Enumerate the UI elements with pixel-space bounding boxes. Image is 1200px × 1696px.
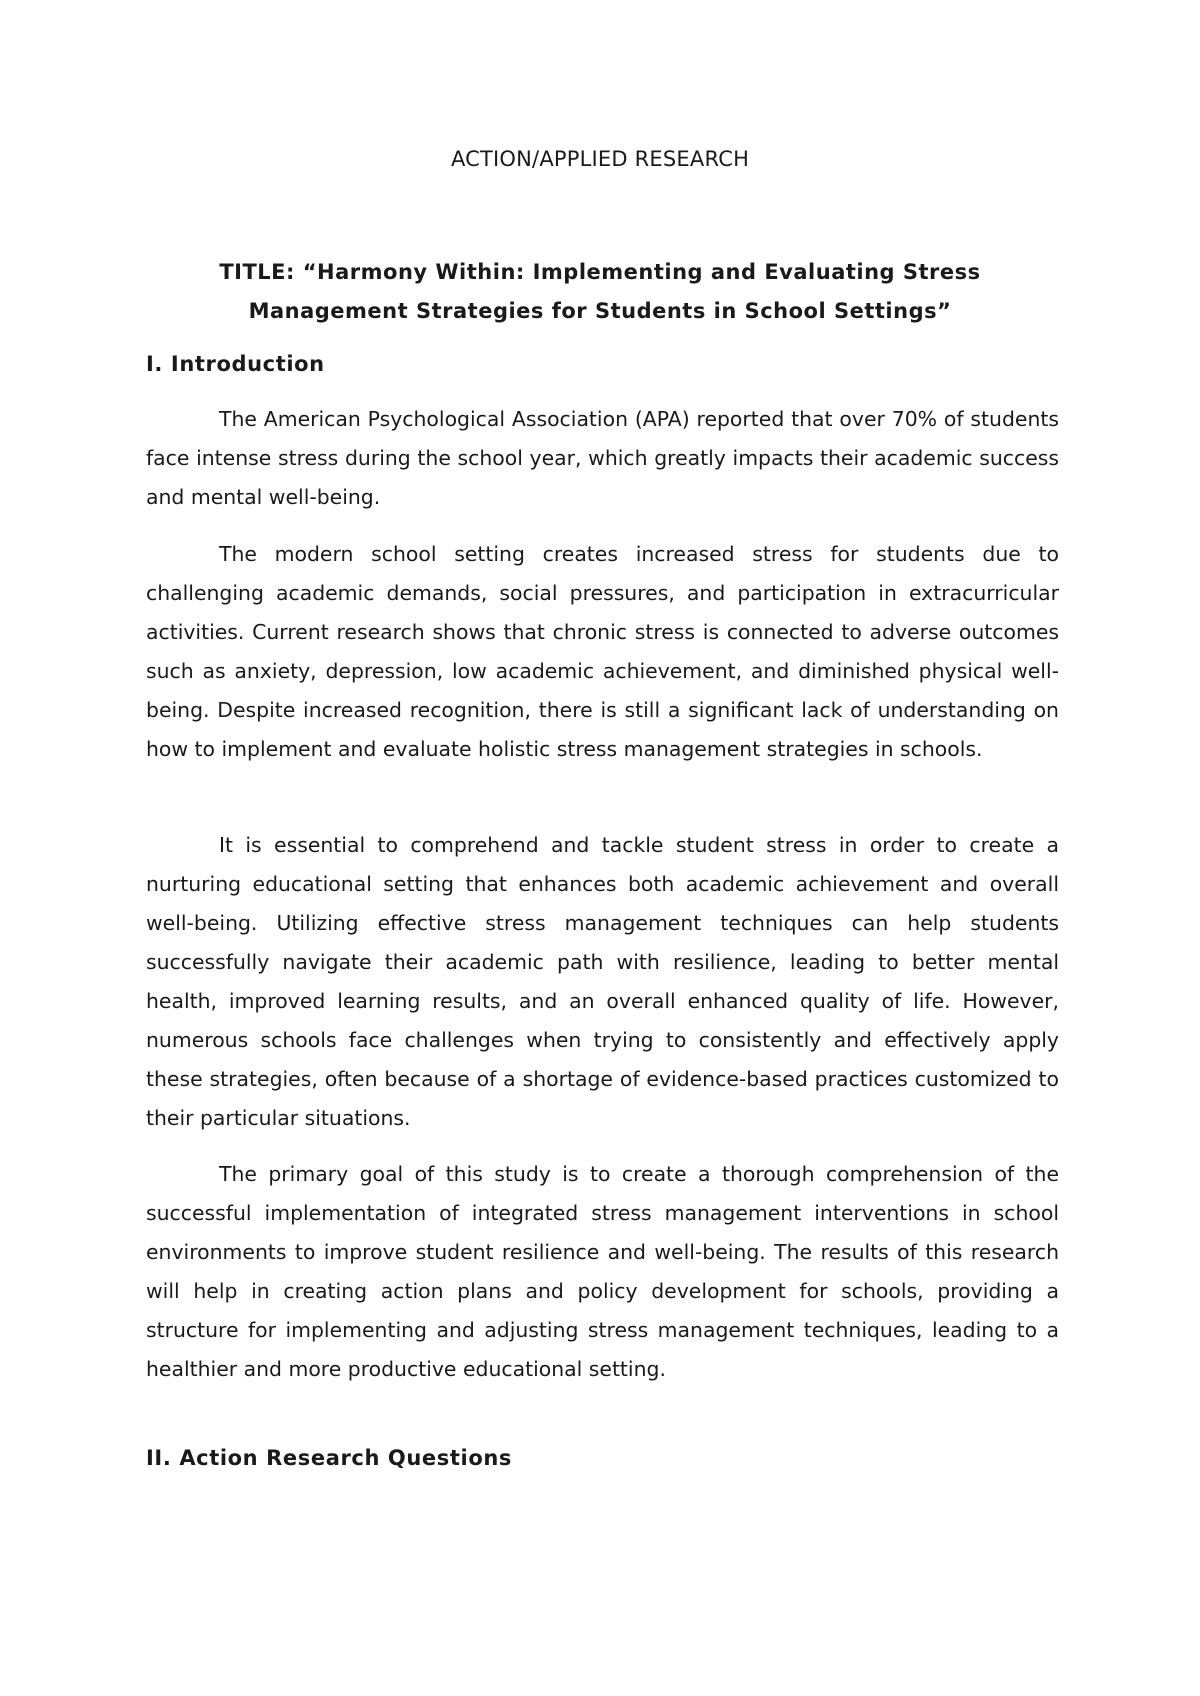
section-heading-introduction: I. Introduction	[146, 352, 325, 376]
section-heading-action-research-questions: II. Action Research Questions	[146, 1446, 512, 1470]
introduction-paragraph-4: The primary goal of this study is to create a thorough comprehension of the successful implementation of integrated stress management interventions in school environments to improve student resilience and well-being. The results of this research will help in creating action plans and policy development for schools, providing a structure for implementing and adjusting stress management techniques, leading to a healthier and more productive educational setting.	[146, 1162, 1059, 1381]
document-header: ACTION/APPLIED RESEARCH	[450, 147, 750, 171]
title-line-1: TITLE: “Harmony Within: Implementing and Evaluating Stress	[219, 260, 981, 284]
title-line-2: Management Strategies for Students in School Settings”	[248, 299, 952, 323]
introduction-paragraph-3: It is essential to comprehend and tackle student stress in order to create a nurturing educational setting that enhances both academic achievement and overall well-being. Utilizing effective stress management techniques can help students successfully navigate their academic path with resilience, leading to better mental health, improved learning results, and an overall enhanced quality of life. However, numerous schools face challenges when trying to consistently and effectively apply these strategies, often because of a shortage of evidence-based practices customized to their particular situations.	[146, 833, 1059, 1130]
introduction-paragraph-1: The American Psychological Association (APA) reported that over 70% of students face intense stress during the school year, which greatly impacts their academic success and mental well-being.	[146, 407, 1059, 509]
document-title	[146, 253, 1054, 331]
introduction-paragraph-2: The modern school setting creates increased stress for students due to challenging academic demands, social pressures, and participation in extracurricular activities. Current research shows that chronic stress is connected to adverse outcomes such as anxiety, depression, low academic achievement, and diminished physical well-being. Despite increased recognition, there is still a significant lack of understanding on how to implement and evaluate holistic stress management strategies in schools.	[146, 542, 1059, 761]
